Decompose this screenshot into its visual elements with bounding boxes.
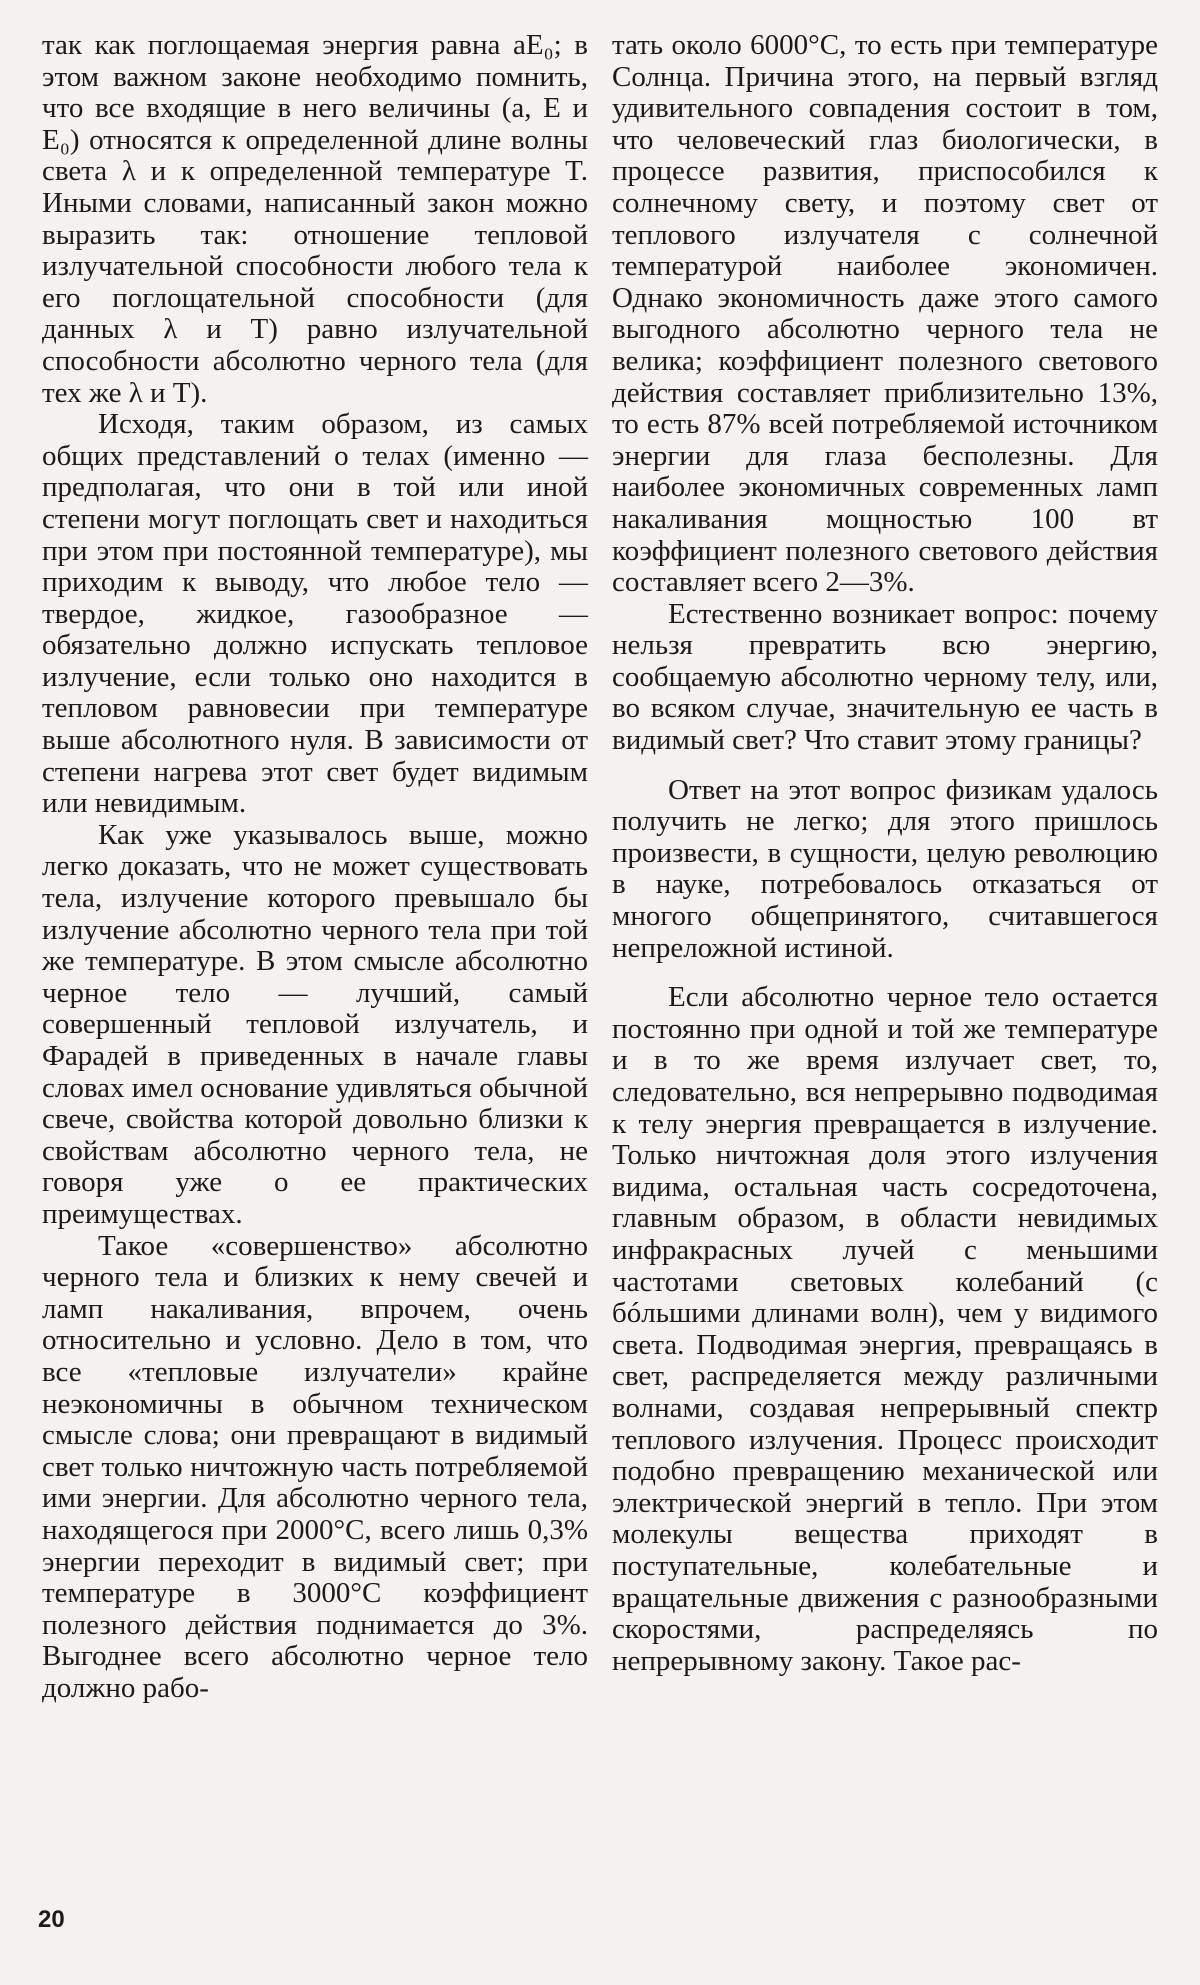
right-column [612, 30, 1158, 1677]
paragraph: Естественно возникает вопрос: почему нельзя превратить всю энергию, сообщаемую абсолютно черному телу, или, во всяком случае, значительную ее часть в видимый свет? Что ставит этому границы? [612, 597, 1158, 757]
paragraph: так как поглощаемая энергия равна aE₀; в этом важном законе необходимо помнить, что все входящие в него величины (a, E и E₀) относятся к определенной длине волны света λ и к определенной температуре T. Иными словами, написанный закон можно выразить так: отношение тепловой излучательной способности любого тела к его поглощательной способности (для данных λ и T) равно излучательной способности абсолютно черного тела (для тех же λ и T). [42, 29, 588, 409]
paragraph: Как уже указывалось выше, можно легко доказать, что не может существовать тела, излучение которого превышало бы излучение абсолютно черного тела при той же температуре. В этом смысле абсолютно черное тело — лучший, самый совершенный тепловой излучатель, и Фарадей в приведенных в начале главы словах имел основание удивляться обычной свече, свойства которой довольно близки к свойствам абсолютно черного тела, не говоря уже о ее практических преимуществах. [42, 818, 588, 1230]
paragraph: Исходя, таким образом, из самых общих представлений о телах (именно — предполагая, что они в той или иной степени могут поглощать свет и находиться при этом при постоянной температуре), мы приходим к выводу, что любое тело — твердое, жидкое, газообразное — обязательно должно испускать тепловое излучение, если только оно находится в тепловом равновесии при температуре выше абсолютного нуля. В зависимости от степени нагрева этот свет будет видимым или невидимым. [42, 408, 588, 820]
paragraph: тать около 6000°С, то есть при температуре Солнца. Причина этого, на первый взгляд удивительного совпадения состоит в том, что человеческий глаз биологически, в процессе развития, приспособился к солнечному свету, и поэтому свет от теплового излучателя с солнечной температурой наиболее экономичен. Однако экономичность даже этого самого выгодного абсолютно черного тела не велика; коэффициент полезного светового действия составляет приблизительно 13%, то есть 87% всей потребляемой источником энергии для глаза бесполезны. Для наиболее экономичных современных ламп накаливания мощностью 100 вт коэффициент полезного светового действия составляет всего 2—3%. [612, 29, 1158, 599]
paragraph: Такое «совершенство» абсолютно черного тела и близких к нему свечей и ламп накаливания, впрочем, очень относительно и условно. Дело в том, что все «тепловые излучатели» крайне неэкономичны в обычном техническом смысле слова; они превращают в видимый свет только ничтожную часть потребляемой ими энергии. Для абсолютно черного тела, находящегося при 2000°С, всего лишь 0,3% энергии переходит в видимый свет; при температуре в 3000°С коэффициент полезного действия поднимается до 3%. Выгоднее всего абсолютно черное тело должно рабо- [42, 1229, 588, 1704]
paragraph: Ответ на этот вопрос физикам удалось получить не легко; для этого пришлось произвести, в сущности, целую революцию в науке, потребовалось отказаться от многого общепринятого, считавшегося непреложной истиной. [612, 773, 1158, 964]
paragraph: Если абсолютно черное тело остается постоянно при одной и той же температуре и в то же время излучает свет, то, следовательно, вся непрерывно подводимая к телу энергия превращается в излучение. Только ничтожная доля этого излучения видима, остальная часть сосредоточена, главным образом, в области невидимых инфракрасных лучей с меньшими частотами световых колебаний (с бóльшими длинами волн), чем у видимого света. Подводимая энергия, превращаясь в свет, распределяется между различными волнами, создавая непрерывный спектр теплового излучения. Процесс происходит подобно превращению механической или электрической энергий в тепло. При этом молекулы вещества приходят в поступательные, колебательные и вращательные движения с разнообразными скоростями, распределяясь по непрерывному закону. Такое рас- [612, 981, 1158, 1677]
left-column [42, 30, 588, 1704]
page-number: 20 [38, 1906, 65, 1933]
